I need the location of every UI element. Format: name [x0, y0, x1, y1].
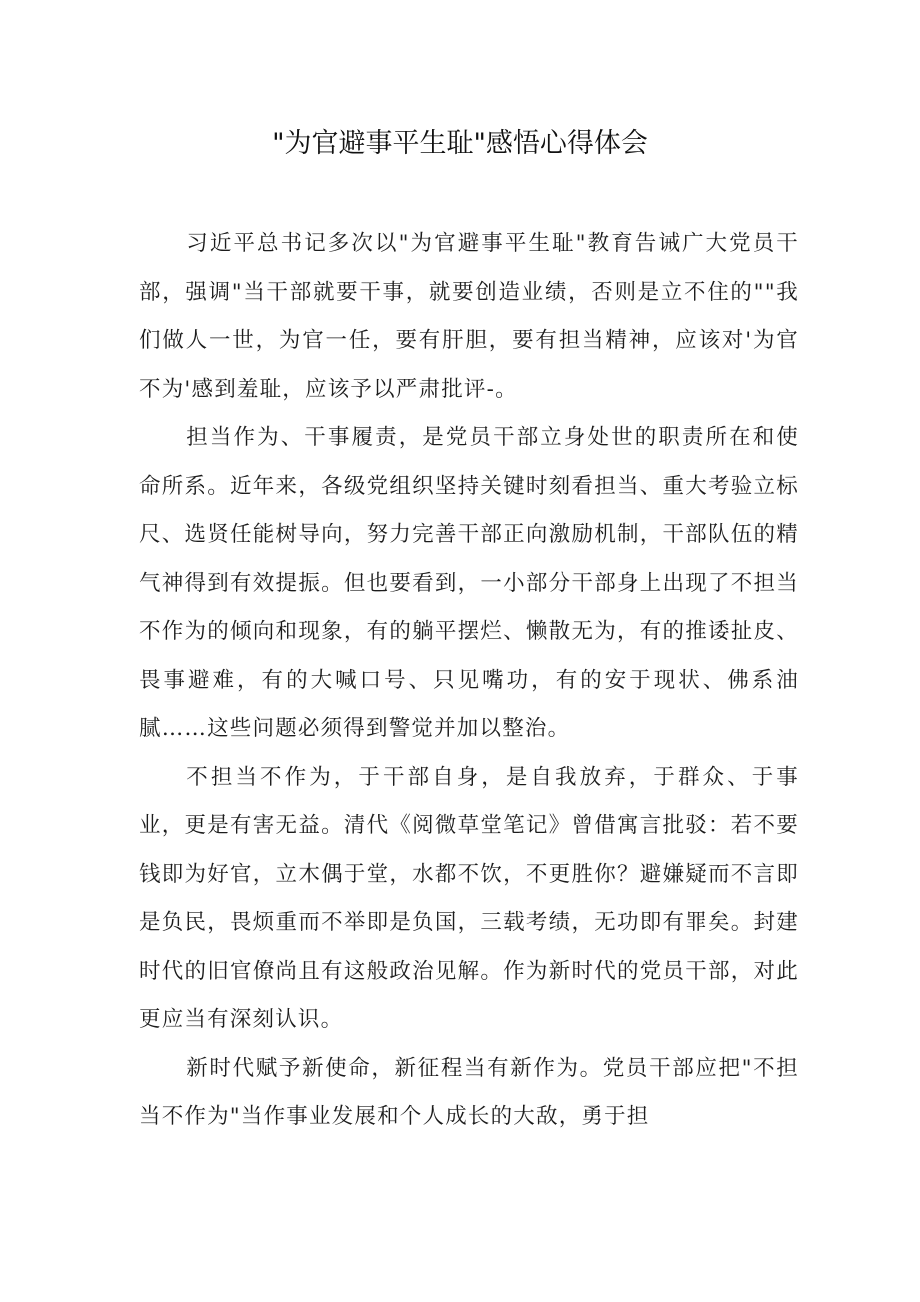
document-title: "为官避事平生耻"感悟心得体会 — [272, 128, 648, 159]
paragraph-3: 不担当不作为，于干部自身，是自我放弃，于群众、于事业，更是有害无益。清代《阅微草堂笔记》曾借寓言批驳：若不要钱即为好官，立木偶于堂，水都不饮，不更胜你？避嫌疑而不言即是负民，畏烦重而不举即是负国，三载考绩，无功即有罪矣。封建时代的旧官僚尚且有这般政治见解。作为新时代的党员干部，对此更应当有深刻认识。 — [139, 764, 799, 1032]
document-body — [139, 220, 799, 1142]
paragraph-2: 担当作为、干事履责，是党员干部立身处世的职责所在和使命所系。近年来，各级党组织坚持关键时刻看担当、重大考验立标尺、选贤任能树导向，努力完善干部正向激励机制，干部队伍的精气神得到有效提振。但也要看到，一小部分干部身上出现了不担当不作为的倾向和现象，有的躺平摆烂、懒散无为，有的推诿扯皮、畏事避难，有的大喊口号、只见嘴功，有的安于现状、佛系油腻……这些问题必须得到警觉并加以整治。 — [139, 425, 799, 741]
paragraph-1: 习近平总书记多次以"为官避事平生耻"教育告诫广大党员干部，强调"当干部就要干事，就要创造业绩，否则是立不住的""我们做人一世，为官一任，要有肝胆，要有担当精神，应该对'为官不为'感到羞耻，应该予以严肃批评-。 — [139, 231, 799, 402]
paragraph-4: 新时代赋予新使命，新征程当有新作为。党员干部应把"不担当不作为"当作事业发展和个人成长的大敌，勇于担 — [139, 1055, 799, 1129]
